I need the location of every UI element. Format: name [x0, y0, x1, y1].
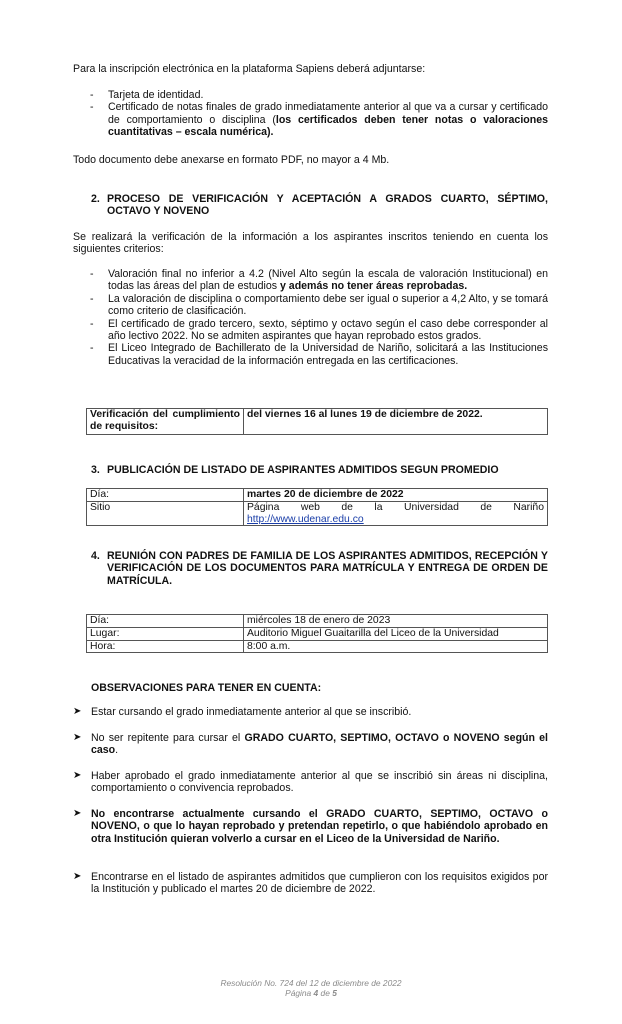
page-of: de	[320, 988, 330, 998]
dash-bullet: -	[90, 292, 94, 305]
list-item-text: Valoración final no inferior a 4.2 (Nivel Alto según la escala de valoración Institucional) en todas las áreas del plan de estudios	[108, 268, 548, 293]
list-item-text: El Liceo Integrado de Bachillerato de la Universidad de Nariño, solicitará a las Instituciones Educativas la veracidad de la información entregada en las certificaciones.	[108, 342, 548, 367]
observation-text-end: .	[115, 744, 119, 757]
meeting-time-label: Hora:	[87, 640, 244, 653]
section-2-heading	[91, 193, 548, 218]
list-item	[92, 342, 548, 367]
observation-item	[73, 706, 548, 718]
observation-text: Haber aprobado el grado inmediatamente anterior al que se inscribió sin áreas ni disciplina, comportamiento o convivencia reprobados.	[91, 770, 548, 795]
arrow-bullet-icon: ➤	[73, 871, 82, 882]
meeting-time-value: 8:00 a.m.	[244, 640, 548, 653]
observation-text: Estar cursando el grado inmediatamente anterior al que se inscribió.	[91, 706, 412, 718]
site-cell	[244, 501, 548, 526]
verification-value: del viernes 16 al lunes 19 de diciembre de 2022.	[244, 409, 548, 435]
observation-bold-text: No encontrarse actualmente cursando el GRADO CUARTO, SEPTIMO, OCTAVO o NOVENO, o que lo hayan reprobado y pretendan repetirlo, o que habiéndolo aprobado en otra Institución quieran volverlo a cursar en el Liceo de la Universidad de Nariño.	[91, 808, 548, 845]
page-current: 4	[313, 988, 319, 998]
section-number: 2.	[91, 193, 100, 205]
observation-text: No ser repitente para cursar el	[91, 732, 245, 744]
list-item-bold-text: los certificados deben tener notas o valoraciones cuantitativas – escala numérica).	[108, 113, 548, 139]
verification-label: Verificación del cumplimiento de requisitos:	[87, 409, 244, 435]
meeting-day-value: miércoles 18 de enero de 2023	[244, 615, 548, 628]
meeting-place-label: Lugar:	[87, 627, 244, 640]
footer-resolution: Resolución No. 724 del 12 de diciembre de 2022	[220, 978, 402, 988]
observation-item	[73, 770, 548, 795]
attachments-list	[92, 89, 548, 139]
dash-bullet: -	[90, 317, 94, 330]
university-link[interactable]: http://www.udenar.edu.co	[247, 513, 364, 525]
section-2-intro: Se realizará la verificación de la información a los aspirantes inscritos teniendo en cuenta los siguientes criterios:	[73, 231, 548, 256]
pdf-note: Todo documento debe anexarse en formato PDF, no mayor a 4 Mb.	[73, 154, 390, 166]
list-item	[92, 318, 548, 343]
arrow-bullet-icon: ➤	[73, 808, 82, 819]
publication-table	[86, 488, 548, 526]
meeting-place-value: Auditorio Miguel Guaitarilla del Liceo de la Universidad	[244, 627, 548, 640]
page-total: 5	[332, 988, 337, 998]
arrow-bullet-icon: ➤	[73, 706, 82, 717]
verification-table	[86, 408, 548, 435]
section-4-heading	[91, 550, 548, 587]
dash-bullet: -	[90, 342, 94, 355]
list-item-bold-text: y además no tener áreas reprobadas.	[279, 280, 468, 293]
site-label: Sitio	[87, 501, 244, 526]
list-item	[92, 293, 548, 318]
day-label: Día:	[87, 489, 244, 502]
dash-bullet: -	[90, 89, 94, 101]
intro-text: Para la inscripción electrónica en la plataforma Sapiens deberá adjuntarse:	[73, 63, 426, 75]
observation-item	[73, 732, 548, 757]
dash-bullet: -	[90, 268, 94, 280]
meeting-table	[86, 614, 548, 653]
list-item	[92, 89, 548, 101]
list-item	[92, 268, 548, 293]
site-value: Página web de la Universidad de Nariño	[247, 501, 544, 513]
criteria-list	[92, 268, 548, 367]
list-item-text: El certificado de grado tercero, sexto, séptimo y octavo según el caso debe corresponder al año lectivo 2022. No se admiten aspirantes que hayan reprobado estos grados.	[108, 317, 548, 343]
section-3-heading	[91, 464, 548, 476]
arrow-bullet-icon: ➤	[73, 770, 82, 781]
section-number: 4.	[91, 550, 100, 562]
list-item	[92, 101, 548, 138]
observation-text: Encontrarse en el listado de aspirantes admitidos que cumplieron con los requisitos exigidos por la Institución y publicado el martes 20 de diciembre de 2022.	[91, 871, 548, 896]
list-item-text: La valoración de disciplina o comportamiento debe ser igual o superior a 4,2 Alto, y se tomará como criterio de clasificación.	[108, 292, 548, 318]
observations-title: OBSERVACIONES PARA TENER EN CUENTA:	[91, 682, 322, 694]
dash-bullet: -	[90, 101, 94, 114]
arrow-bullet-icon: ➤	[73, 732, 82, 743]
observation-item	[73, 871, 548, 896]
observation-bold-text: GRADO CUARTO, SEPTIMO, OCTAVO o NOVENO según el caso	[91, 732, 548, 757]
footer-page-number	[0, 988, 622, 998]
list-item-text: Certificado de notas finales de grado inmediatamente anterior al que va a cursar y certificado de comportamiento o disciplina (	[108, 101, 548, 126]
meeting-day-label: Día:	[87, 615, 244, 628]
section-number: 3.	[91, 464, 100, 476]
section-title: PUBLICACIÓN DE LISTADO DE ASPIRANTES ADMITIDOS SEGUN PROMEDIO	[107, 464, 499, 476]
section-title: REUNIÓN CON PADRES DE FAMILIA DE LOS ASPIRANTES ADMITIDOS, RECEPCIÓN Y VERIFICACIÓN DE LOS DOCUMENTOS PARA MATRÍCULA Y ENTREGA DE ORDEN DE MATRÍCULA.	[107, 550, 548, 587]
list-item-text: Tarjeta de identidad.	[108, 89, 204, 101]
page-prefix: Página	[285, 988, 312, 998]
observation-item	[73, 808, 548, 845]
section-title: PROCESO DE VERIFICACIÓN Y ACEPTACIÓN A GRADOS CUARTO, SÉPTIMO, OCTAVO Y NOVENO	[107, 193, 548, 218]
day-value: martes 20 de diciembre de 2022	[244, 489, 548, 502]
